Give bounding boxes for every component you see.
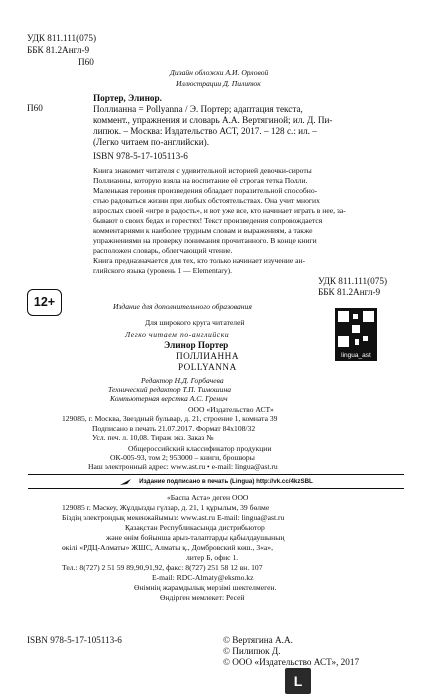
kazakh-line: Тел.: 8(727) 2 51 59 89,90,91,92, факс: 8(727) 251 58 12 вн. 107 [62, 563, 263, 572]
divider [28, 488, 404, 489]
kazakh-line: Қазақстан Республикасында дистрибьютор [125, 523, 265, 532]
kazakh-line: Өнімнің жарамдылық мерзімі шектелмеген. [134, 583, 277, 592]
quill-icon [119, 478, 133, 486]
catalog-isbn: ISBN 978-5-17-105113-6 [93, 151, 188, 161]
publisher-logo-icon: L [285, 668, 311, 694]
email-line: Наш электронный адрес: www.ast.ru • e-mail: lingua@ast.ru [88, 462, 278, 471]
header-bbk: ББК 81.2Англ-9 [27, 45, 90, 55]
kazakh-line: өкілі «РДЦ-Алматы» ЖШС, Алматы қ., Домбровский көш., 3«а», [62, 543, 273, 552]
annotation-line: стью радоваться жизни при любых обстоятельствах. Она учит многих [93, 196, 320, 205]
copyright-line: © Вертягина А.А. [223, 635, 293, 645]
qr-code [335, 308, 377, 350]
annotation-line: расположен словарь, облегчающий чтение. [93, 246, 233, 255]
kazakh-line: Өндірген мемлекет: Ресей [160, 593, 245, 602]
header-code: П60 [78, 57, 94, 67]
tech-editor: Технический редактор Т.П. Тимошина [108, 385, 232, 394]
annotation-udk: УДК 811.111(075) [318, 276, 388, 286]
kazakh-line: Біздің электрондық мекенжайымыз: www.ast.ru E-mail: lingua@ast.ru [62, 513, 285, 522]
annotation-line: Маленькая героиня произведения обладает поразительной способно- [93, 186, 318, 195]
catalog-line: Поллианна = Pollyanna / Э. Портер; адаптация текста, [93, 104, 303, 114]
layout-credit: Компьютерная верстка А.С. Гренич [110, 394, 228, 403]
catalog-line: (Легко читаем по-английски). [93, 137, 209, 147]
colophon-title-ru: ПОЛЛИАННА [176, 351, 239, 361]
print-run: Усл. печ. л. 10,08. Тираж экз. Заказ № [92, 433, 214, 442]
kazakh-line: E-mail: RDC-Almaty@eksmo.kz [152, 573, 254, 582]
sign-banner [24, 477, 408, 486]
catalog-author: Портер, Элинор. [93, 93, 162, 103]
age-rating-badge: 12+ [27, 289, 62, 316]
publisher: ООО «Издательство АСТ» [188, 405, 274, 414]
annotation-line: бывают о своих бедах и горестях! Текст произведения сопровождается [93, 216, 323, 225]
annotation-line: глийского языка (уровень 1 — Elementary). [93, 266, 233, 275]
annotation-line: Поллианны, которую взяла на воспитание её строгая тетка Полли. [93, 176, 308, 185]
catalog-line: коммент., упражнения и словарь А.А. Вертягиной; ил. Д. Пи- [93, 115, 333, 125]
divider [28, 474, 404, 475]
copyright-line: © Пилипюк Д. [223, 646, 281, 656]
annotation-line: комментариями к наиболее трудным словам и выражениям, а также [93, 226, 313, 235]
footer-isbn: ISBN 978-5-17-105113-6 [27, 635, 122, 645]
kazakh-line: 129085 г. Мәскеу, Жұлдызды гүлзар, д. 21, 1 құрылым, 39 бөлме [62, 503, 270, 512]
kazakh-line: және өнім бойынша арыз-талаптарды қабылдаушының [106, 533, 285, 542]
classifier: Общероссийский классификатор продукции [128, 444, 272, 453]
series-name: Легко читаем по-английски [125, 330, 230, 339]
annotation-line: Книга предназначается для тех, кто только начинает изучение ан- [93, 256, 306, 265]
kazakh-line: «Баспа Аста» деген ООО [167, 493, 249, 502]
cover-design-credit: Дизайн обложки А.И. Орловой [170, 68, 269, 77]
annotation-line: упражнениями на проверку понимания прочитанного. В конце книги [93, 236, 317, 245]
catalog-line: липюк. – Москва: Издательство АСТ, 2017. – 128 с.: ил. – [93, 126, 317, 136]
annotation-line: взрослых своей «игре в радость», и вот уже все, кто начинает играть в нее, за- [93, 206, 346, 215]
annotation-line: Книга знакомит читателя с удивительной историей девочки-сироты [93, 166, 312, 175]
header-udk: УДК 811.111(075) [27, 33, 97, 43]
illustrations-credit: Иллюстрации Д. Пилипюк [176, 79, 261, 88]
annotation-bbk: ББК 81.2Англ-9 [318, 287, 381, 297]
sign-banner-text: Издание подписано в печать (Lingua) http://vk.cc/4kzSBL [139, 478, 313, 485]
publisher-address: 129085, г. Москва, Звездный бульвар, д. 21, строение 1, комната 39 [62, 414, 278, 423]
colophon-author: Элинор Портер [164, 340, 229, 350]
audience: Для широкого круга читателей [145, 318, 245, 327]
supplementary-edition: Издание для дополнительного образования [113, 302, 252, 311]
editor: Редактор Н.Д. Горбачева [141, 376, 224, 385]
signed-to-print: Подписано в печать 21.07.2017. Формат 84x108/32 [92, 424, 256, 433]
catalog-code: П60 [27, 103, 43, 113]
kazakh-line: литер Б, офис 1. [186, 553, 239, 562]
colophon-title-en: POLLYANNA [178, 362, 237, 372]
qr-label: lingua_ast [335, 350, 377, 361]
copyright-line: © ООО «Издательство АСТ», 2017 [223, 657, 360, 667]
okp-code: ОК-005-93, том 2; 953000 – книги, брошюры [110, 453, 255, 462]
